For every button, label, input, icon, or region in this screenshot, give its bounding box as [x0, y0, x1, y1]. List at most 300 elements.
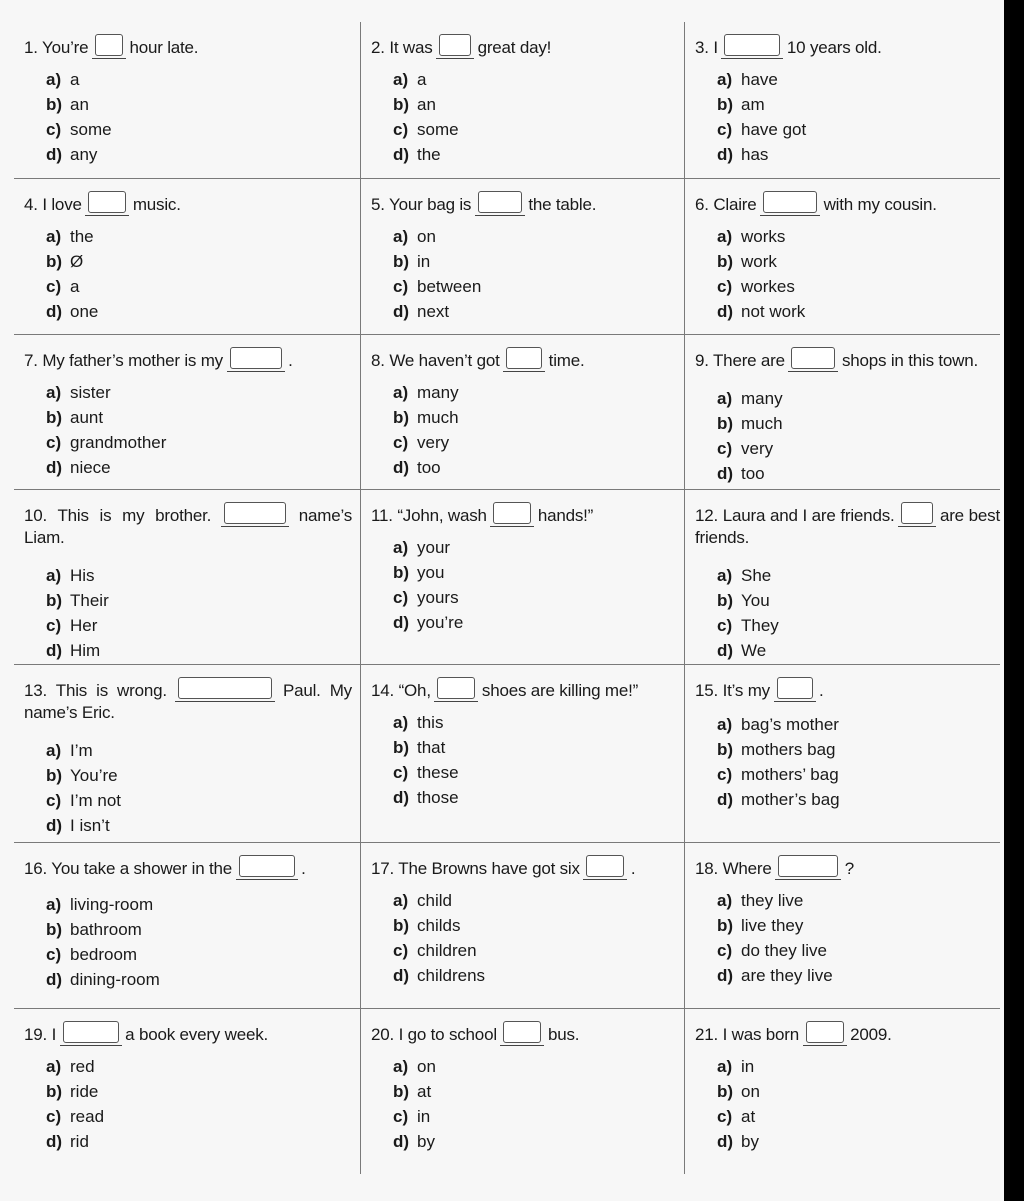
option-letter: a) [393, 70, 409, 89]
answer-option[interactable] [717, 274, 1000, 299]
option-letter: b) [393, 408, 410, 427]
question-text-after: bus. [547, 1025, 580, 1044]
option-text: Her [70, 616, 98, 635]
option-text: an [70, 95, 89, 114]
option-text: on [417, 227, 436, 246]
question-text-before: “John, wash [397, 506, 487, 525]
question-17 [361, 843, 685, 1009]
answer-option[interactable] [46, 967, 352, 992]
answer-option[interactable] [393, 1079, 676, 1104]
question-11 [361, 490, 685, 665]
answer-blank[interactable] [506, 347, 542, 369]
answer-options [695, 712, 1000, 812]
answer-option[interactable] [717, 588, 1000, 613]
option-text: do they live [741, 941, 827, 960]
answer-blank[interactable] [95, 34, 123, 56]
option-text: much [417, 408, 459, 427]
option-text: They [741, 616, 779, 635]
answer-option[interactable] [46, 249, 352, 274]
option-letter: a) [393, 1057, 409, 1076]
option-text: a [70, 70, 80, 89]
question-text [371, 677, 676, 702]
question-number: 21. [695, 1025, 719, 1044]
question-text [24, 191, 352, 216]
answer-option[interactable] [717, 117, 1000, 142]
option-letter: b) [46, 591, 63, 610]
option-text: by [417, 1132, 435, 1151]
answer-option[interactable] [717, 613, 1000, 638]
option-letter: d) [393, 302, 410, 321]
option-text: very [741, 439, 774, 458]
question-text-after: shoes are killing me!” [481, 681, 639, 700]
option-letter: b) [717, 740, 734, 759]
question-text-after: . [819, 681, 824, 700]
option-text: childs [417, 916, 461, 935]
answer-option[interactable] [393, 92, 676, 117]
option-text: they live [741, 891, 804, 910]
answer-option[interactable] [717, 1054, 1000, 1079]
question-text [371, 347, 676, 372]
option-letter: c) [46, 120, 62, 139]
answer-option[interactable] [393, 1104, 676, 1129]
answer-blank[interactable] [806, 1021, 844, 1043]
answer-option[interactable] [393, 710, 676, 735]
answer-option[interactable] [46, 1054, 352, 1079]
answer-option[interactable] [717, 888, 1000, 913]
question-text [24, 502, 352, 549]
answer-options [24, 224, 352, 324]
answer-option[interactable] [393, 535, 676, 560]
option-letter: c) [393, 588, 409, 607]
question-18 [685, 843, 1000, 1009]
question-text-before: The Browns have got six [398, 859, 580, 878]
question-20 [361, 1009, 685, 1174]
question-text [371, 34, 676, 59]
option-text: your [417, 538, 451, 557]
question-text [371, 191, 676, 216]
option-letter: b) [46, 1082, 63, 1101]
option-text: Their [70, 591, 109, 610]
option-letter: c) [46, 945, 62, 964]
answer-blank[interactable] [493, 502, 531, 524]
answer-options [24, 738, 352, 838]
answer-option[interactable] [393, 585, 676, 610]
option-text: His [70, 566, 95, 585]
option-letter: d) [393, 613, 410, 632]
option-text: have [741, 70, 778, 89]
answer-option[interactable] [717, 563, 1000, 588]
question-text-after: are best friends. [695, 506, 1000, 547]
question-text [371, 855, 676, 880]
question-text-before: It’s my [722, 681, 770, 700]
question-text [24, 677, 352, 724]
answer-option[interactable] [46, 813, 352, 838]
option-letter: a) [393, 891, 409, 910]
answer-option[interactable] [393, 430, 676, 455]
option-text: at [741, 1107, 756, 1126]
answer-option[interactable] [46, 274, 352, 299]
option-letter: a) [46, 1057, 62, 1076]
question-text-after: a book every week. [125, 1025, 269, 1044]
answer-blank[interactable] [439, 34, 471, 56]
answer-options [371, 1054, 676, 1154]
option-letter: c) [393, 433, 409, 452]
question-text-after: hands!” [537, 506, 594, 525]
answer-option[interactable] [393, 938, 676, 963]
answer-blank[interactable] [778, 855, 838, 877]
answer-option[interactable] [393, 380, 676, 405]
question-number: 13. [24, 681, 48, 700]
option-text: red [70, 1057, 95, 1076]
answer-blank[interactable] [63, 1021, 119, 1043]
option-text: yours [417, 588, 459, 607]
answer-option[interactable] [717, 411, 1000, 436]
option-letter: a) [717, 389, 733, 408]
answer-option[interactable] [717, 913, 1000, 938]
option-text: dining-room [70, 970, 160, 989]
option-text: are they live [741, 966, 833, 985]
question-6 [685, 179, 1000, 335]
question-number: 7. [24, 351, 38, 370]
option-text: mothers’ bag [741, 765, 839, 784]
answer-option[interactable] [717, 67, 1000, 92]
answer-option[interactable] [46, 142, 352, 167]
option-text: this [417, 713, 444, 732]
option-text: the [70, 227, 94, 246]
question-number: 14. [371, 681, 395, 700]
question-text-after: . [630, 859, 636, 878]
question-10 [14, 490, 361, 665]
option-text: a [70, 277, 80, 296]
answer-option[interactable] [46, 788, 352, 813]
answer-option[interactable] [717, 762, 1000, 787]
answer-option[interactable] [717, 787, 1000, 812]
question-number: 11. [371, 506, 393, 525]
option-letter: a) [393, 383, 409, 402]
answer-blank[interactable] [791, 347, 835, 369]
option-text: children [417, 941, 477, 960]
answer-blank[interactable] [724, 34, 780, 56]
question-16 [14, 843, 361, 1009]
question-text [24, 1021, 352, 1046]
option-letter: a) [46, 383, 62, 402]
answer-options [695, 386, 1000, 486]
option-letter: c) [393, 763, 409, 782]
option-letter: d) [46, 145, 63, 164]
question-14 [361, 665, 685, 843]
option-letter: d) [46, 641, 63, 660]
answer-option[interactable] [46, 405, 352, 430]
option-letter: d) [717, 966, 734, 985]
option-letter: a) [46, 895, 62, 914]
option-letter: c) [393, 120, 409, 139]
answer-blank[interactable] [478, 191, 522, 213]
answer-option[interactable] [393, 888, 676, 913]
option-letter: c) [717, 277, 733, 296]
question-4 [14, 179, 361, 335]
option-text: on [417, 1057, 436, 1076]
answer-option[interactable] [717, 299, 1000, 324]
question-text-after: music. [132, 195, 181, 214]
option-text: many [741, 389, 783, 408]
answer-option[interactable] [46, 380, 352, 405]
answer-option[interactable] [46, 1104, 352, 1129]
option-letter: d) [46, 302, 63, 321]
question-number: 2. [371, 38, 385, 57]
question-text [695, 1021, 1000, 1046]
answer-option[interactable] [717, 712, 1000, 737]
answer-option[interactable] [46, 455, 352, 480]
question-number: 10. [24, 506, 48, 525]
option-text: You’re [70, 766, 118, 785]
answer-blank[interactable] [901, 502, 933, 524]
question-text-before: My father’s mother is my [42, 351, 223, 370]
option-text: Him [70, 641, 101, 660]
answer-option[interactable] [46, 299, 352, 324]
option-letter: b) [46, 408, 63, 427]
answer-option[interactable] [393, 117, 676, 142]
option-letter: a) [393, 713, 409, 732]
option-text: one [70, 302, 99, 321]
option-text: Ø [70, 252, 84, 271]
option-text: live they [741, 916, 804, 935]
answer-option[interactable] [393, 760, 676, 785]
answer-option[interactable] [717, 963, 1000, 988]
question-text-after: . [301, 859, 306, 878]
answer-option[interactable] [393, 405, 676, 430]
option-letter: d) [46, 1132, 63, 1151]
option-text: child [417, 891, 452, 910]
option-text: works [741, 227, 786, 246]
answer-option[interactable] [393, 560, 676, 585]
question-text-after: 2009. [850, 1025, 892, 1044]
question-number: 12. [695, 506, 719, 525]
option-letter: d) [717, 1132, 734, 1151]
option-text: any [70, 145, 98, 164]
answer-blank[interactable] [503, 1021, 541, 1043]
option-letter: a) [393, 538, 409, 557]
option-letter: a) [717, 1057, 733, 1076]
answer-option[interactable] [393, 67, 676, 92]
option-text: that [417, 738, 446, 757]
answer-blank[interactable] [239, 855, 295, 877]
question-8 [361, 335, 685, 490]
answer-option[interactable] [717, 638, 1000, 663]
answer-option[interactable] [46, 563, 352, 588]
option-letter: b) [717, 252, 734, 271]
answer-option[interactable] [46, 638, 352, 663]
answer-option[interactable] [717, 461, 1000, 486]
answer-option[interactable] [393, 224, 676, 249]
option-text: not work [741, 302, 806, 321]
question-number: 6. [695, 195, 709, 214]
question-text-after: ? [844, 859, 854, 878]
answer-option[interactable] [393, 785, 676, 810]
answer-option[interactable] [717, 1079, 1000, 1104]
answer-option[interactable] [46, 892, 352, 917]
question-text-after: great day! [477, 38, 552, 57]
answer-blank[interactable] [88, 191, 126, 213]
question-text-after: with my cousin. [823, 195, 937, 214]
question-text-before: This is my brother. [57, 506, 212, 525]
answer-blank[interactable] [763, 191, 817, 213]
answer-option[interactable] [393, 1054, 676, 1079]
answer-blank[interactable] [437, 677, 475, 699]
answer-option[interactable] [717, 1129, 1000, 1154]
option-letter: c) [393, 1107, 409, 1126]
answer-blank[interactable] [178, 677, 272, 699]
answer-blank[interactable] [777, 677, 813, 699]
answer-option[interactable] [393, 610, 676, 635]
answer-option[interactable] [46, 92, 352, 117]
option-letter: b) [393, 1082, 410, 1101]
option-letter: d) [717, 145, 734, 164]
option-text: I’m not [70, 791, 122, 810]
answer-options [695, 1054, 1000, 1154]
answer-option[interactable] [46, 942, 352, 967]
option-letter: b) [393, 95, 410, 114]
option-text: mothers bag [741, 740, 836, 759]
answer-option[interactable] [393, 299, 676, 324]
question-text-before: It was [389, 38, 433, 57]
answer-blank[interactable] [224, 502, 286, 524]
option-letter: d) [46, 816, 63, 835]
question-19 [14, 1009, 361, 1174]
option-text: in [417, 1107, 431, 1126]
question-text [24, 34, 352, 59]
answer-option[interactable] [46, 117, 352, 142]
option-text: bathroom [70, 920, 142, 939]
answer-option[interactable] [393, 455, 676, 480]
option-text: childrens [417, 966, 486, 985]
answer-option[interactable] [46, 224, 352, 249]
option-text: work [741, 252, 777, 271]
question-text-after: the table. [528, 195, 597, 214]
question-text-before: I love [42, 195, 82, 214]
option-letter: b) [46, 252, 63, 271]
answer-option[interactable] [717, 1104, 1000, 1129]
option-letter: c) [46, 791, 62, 810]
answer-options [695, 888, 1000, 988]
option-letter: a) [717, 566, 733, 585]
answer-option[interactable] [393, 274, 676, 299]
answer-option[interactable] [46, 67, 352, 92]
question-text-before: “Oh, [398, 681, 431, 700]
option-text: too [741, 464, 765, 483]
answer-blank[interactable] [586, 855, 624, 877]
question-text [371, 1021, 676, 1046]
option-text: I’m [70, 741, 93, 760]
answer-option[interactable] [46, 763, 352, 788]
answer-option[interactable] [717, 737, 1000, 762]
option-text: a [417, 70, 427, 89]
answer-option[interactable] [717, 142, 1000, 167]
option-letter: c) [46, 433, 62, 452]
answer-option[interactable] [393, 142, 676, 167]
answer-option[interactable] [46, 738, 352, 763]
question-number: 4. [24, 195, 38, 214]
question-number: 1. [24, 38, 38, 57]
option-letter: d) [393, 966, 410, 985]
question-number: 15. [695, 681, 719, 700]
option-letter: b) [717, 916, 734, 935]
question-text-before: I go to school [398, 1025, 497, 1044]
question-text [371, 502, 676, 527]
option-letter: c) [46, 616, 62, 635]
option-text: rid [70, 1132, 89, 1151]
question-text [695, 347, 1000, 372]
option-text: next [417, 302, 450, 321]
answer-option[interactable] [717, 224, 1000, 249]
option-letter: b) [717, 1082, 734, 1101]
answer-options [695, 67, 1000, 167]
option-letter: c) [717, 439, 733, 458]
option-text: on [741, 1082, 760, 1101]
answer-option[interactable] [46, 613, 352, 638]
option-letter: d) [393, 1132, 410, 1151]
option-letter: c) [393, 941, 409, 960]
answer-options [371, 67, 676, 167]
answer-option[interactable] [393, 735, 676, 760]
option-letter: d) [393, 145, 410, 164]
option-letter: a) [46, 566, 62, 585]
option-letter: a) [717, 715, 733, 734]
question-text-after: shops in this town. [841, 351, 979, 370]
option-text: bag’s mother [741, 715, 839, 734]
answer-options [371, 224, 676, 324]
answer-option[interactable] [393, 249, 676, 274]
answer-option[interactable] [46, 588, 352, 613]
option-letter: c) [717, 120, 733, 139]
option-text: those [417, 788, 459, 807]
question-text-before: There are [713, 351, 785, 370]
option-text: you’re [417, 613, 464, 632]
answer-option[interactable] [717, 436, 1000, 461]
option-text: She [741, 566, 772, 585]
answer-option[interactable] [717, 92, 1000, 117]
answer-option[interactable] [393, 963, 676, 988]
option-letter: b) [717, 95, 734, 114]
question-text-before: Claire [713, 195, 757, 214]
answer-options [371, 380, 676, 480]
option-text: living-room [70, 895, 154, 914]
answer-option[interactable] [393, 1129, 676, 1154]
answer-option[interactable] [46, 1129, 352, 1154]
option-text: some [417, 120, 459, 139]
answer-option[interactable] [717, 938, 1000, 963]
answer-option[interactable] [46, 917, 352, 942]
question-text-before: I was born [722, 1025, 800, 1044]
option-letter: c) [46, 1107, 62, 1126]
answer-options [24, 1054, 352, 1154]
question-text [695, 855, 1000, 880]
answer-option[interactable] [46, 430, 352, 455]
answer-options [24, 67, 352, 167]
answer-options [24, 892, 352, 992]
answer-blank[interactable] [230, 347, 282, 369]
question-3 [685, 22, 1000, 179]
answer-option[interactable] [717, 386, 1000, 411]
question-number: 17. [371, 859, 395, 878]
question-text-after: Paul. My name’s Eric. [24, 681, 352, 722]
question-text [695, 677, 1000, 702]
answer-option[interactable] [46, 1079, 352, 1104]
answer-option[interactable] [393, 913, 676, 938]
question-text [695, 34, 1000, 59]
option-text: sister [70, 383, 111, 402]
answer-option[interactable] [717, 249, 1000, 274]
question-number: 3. [695, 38, 709, 57]
